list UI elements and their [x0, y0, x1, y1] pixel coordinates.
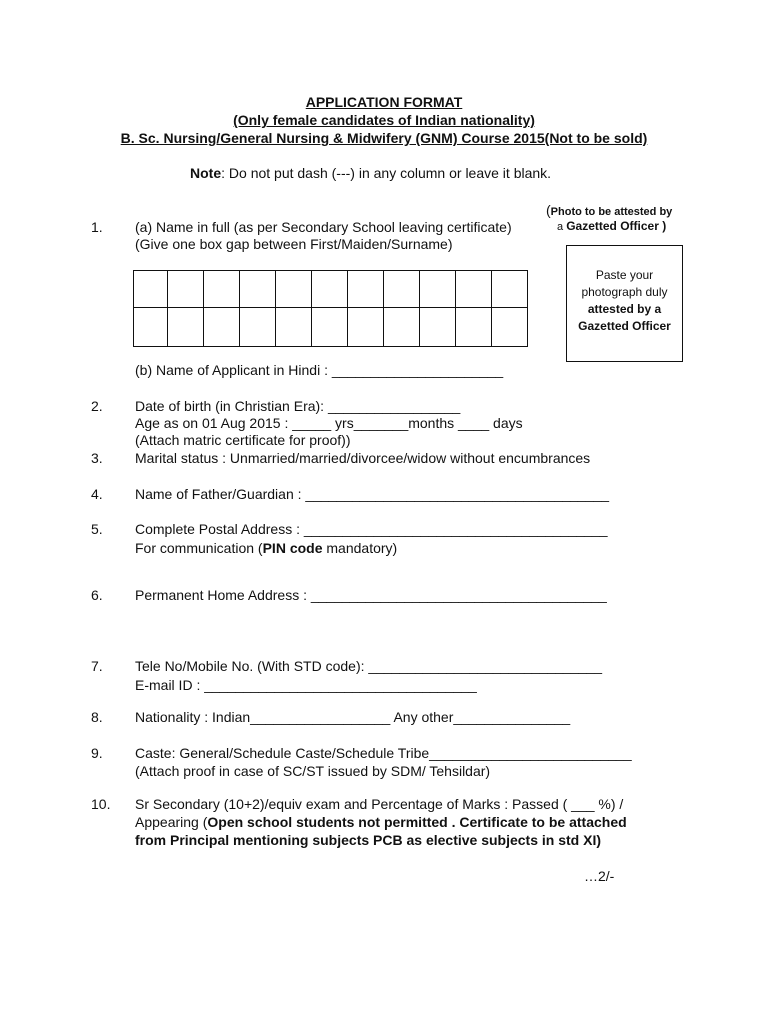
email-field[interactable]: E-mail ID : ___________________________________ [135, 677, 477, 693]
letter-box[interactable] [134, 271, 168, 308]
caste-proof-note: (Attach proof in case of SC/ST issued by SDM/ Tehsildar) [135, 763, 491, 779]
open-school-note: Open school students not permitted . Certificate to be attached [207, 814, 627, 830]
letter-box[interactable] [168, 308, 204, 347]
pin-note-bold: PIN code [262, 540, 323, 556]
form-title: APPLICATION FORMAT [305, 94, 463, 110]
note-label: Note [190, 165, 222, 181]
phone-field[interactable]: Tele No/Mobile No. (With STD code): ______________________________ [135, 658, 602, 674]
letter-box[interactable] [276, 308, 312, 347]
item-number-8: 8. [91, 709, 103, 725]
letter-box[interactable] [420, 271, 456, 308]
pin-code-note [135, 540, 397, 557]
grid-row [134, 271, 528, 308]
name-full-label: (a) Name in full (as per Secondary School leaving certificate) [135, 219, 512, 235]
page-continuation-marker: …2/- [584, 868, 615, 884]
letter-box[interactable] [134, 308, 168, 347]
note-line [190, 165, 551, 182]
pin-note-pre: For communication ( [135, 540, 263, 556]
caption-prefix: a [557, 221, 567, 233]
photo-caption-line1 [546, 202, 672, 218]
photo-box-line4: Gazetted Officer [578, 318, 671, 333]
caption-suffix: ) [658, 219, 667, 233]
letter-box[interactable] [420, 308, 456, 347]
form-subtitle: (Only female candidates of Indian nationality) [233, 112, 535, 128]
letter-box[interactable] [204, 271, 240, 308]
name-letter-grid[interactable] [133, 270, 528, 347]
letter-box[interactable] [276, 271, 312, 308]
letter-box[interactable] [492, 271, 528, 308]
name-gap-instruction: (Give one box gap between First/Maiden/Surname) [135, 236, 453, 252]
letter-box[interactable] [168, 271, 204, 308]
sr-secondary-field[interactable]: Sr Secondary (10+2)/equiv exam and Percentage of Marks : Passed ( ___ %) / [135, 796, 624, 812]
caption-gazetted: Gazetted Officer [566, 219, 659, 233]
marital-status-field[interactable]: Marital status : Unmarried/married/divorcee/widow without encumbrances [135, 450, 591, 466]
item-number-9: 9. [91, 745, 103, 761]
letter-box[interactable] [312, 271, 348, 308]
photo-box-line2: photograph duly [581, 284, 668, 299]
matric-proof-note: (Attach matric certificate for proof)) [135, 432, 351, 448]
permanent-address-field[interactable]: Permanent Home Address : ______________________________________ [135, 587, 607, 603]
letter-box[interactable] [204, 308, 240, 347]
pcb-subjects-note: from Principal mentioning subjects PCB as elective subjects in std XI) [135, 832, 602, 848]
letter-box[interactable] [240, 271, 276, 308]
item-number-5: 5. [91, 521, 103, 537]
letter-box[interactable] [456, 271, 492, 308]
photo-box-line1: Paste your [595, 267, 654, 282]
course-title: B. Sc. Nursing/General Nursing & Midwifery (GNM) Course 2015(Not to be sold) [120, 130, 648, 146]
dob-field[interactable]: Date of birth (in Christian Era): _________________ [135, 398, 461, 414]
item-number-1: 1. [91, 219, 103, 235]
appearing-note [135, 814, 627, 831]
item-number-10: 10. [91, 796, 111, 812]
letter-box[interactable] [384, 271, 420, 308]
item-number-2: 2. [91, 398, 103, 414]
postal-address-field[interactable]: Complete Postal Address : _______________________________________ [135, 521, 608, 537]
father-guardian-field[interactable]: Name of Father/Guardian : _______________________________________ [135, 486, 610, 502]
photo-caption-text1: Photo to be attested by [550, 206, 673, 218]
nationality-field[interactable]: Nationality : Indian__________________ Any other_______________ [135, 709, 571, 725]
letter-box[interactable] [456, 308, 492, 347]
hindi-name-field[interactable]: (b) Name of Applicant in Hindi : ______________________ [135, 362, 504, 378]
appearing-pre: Appearing ( [135, 814, 208, 830]
photo-box-line3: attested by a [587, 301, 662, 316]
age-field[interactable]: Age as on 01 Aug 2015 : _____ yrs_______months ____ days [135, 415, 523, 431]
note-text: : Do not put dash (---) in any column or leave it blank. [221, 165, 552, 181]
letter-box[interactable] [348, 308, 384, 347]
letter-box[interactable] [240, 308, 276, 347]
letter-box[interactable] [492, 308, 528, 347]
item-number-4: 4. [91, 486, 103, 502]
item-number-3: 3. [91, 450, 103, 466]
paren-open: ( [546, 202, 551, 218]
letter-box[interactable] [384, 308, 420, 347]
letter-box[interactable] [312, 308, 348, 347]
pin-note-post: mandatory) [322, 540, 398, 556]
letter-box[interactable] [348, 271, 384, 308]
grid-row [134, 308, 528, 347]
item-number-7: 7. [91, 658, 103, 674]
caste-field[interactable]: Caste: General/Schedule Caste/Schedule Tribe__________________________ [135, 745, 632, 761]
photo-paste-box[interactable] [566, 245, 683, 362]
item-number-6: 6. [91, 587, 103, 603]
photo-caption-line2 [557, 219, 666, 233]
